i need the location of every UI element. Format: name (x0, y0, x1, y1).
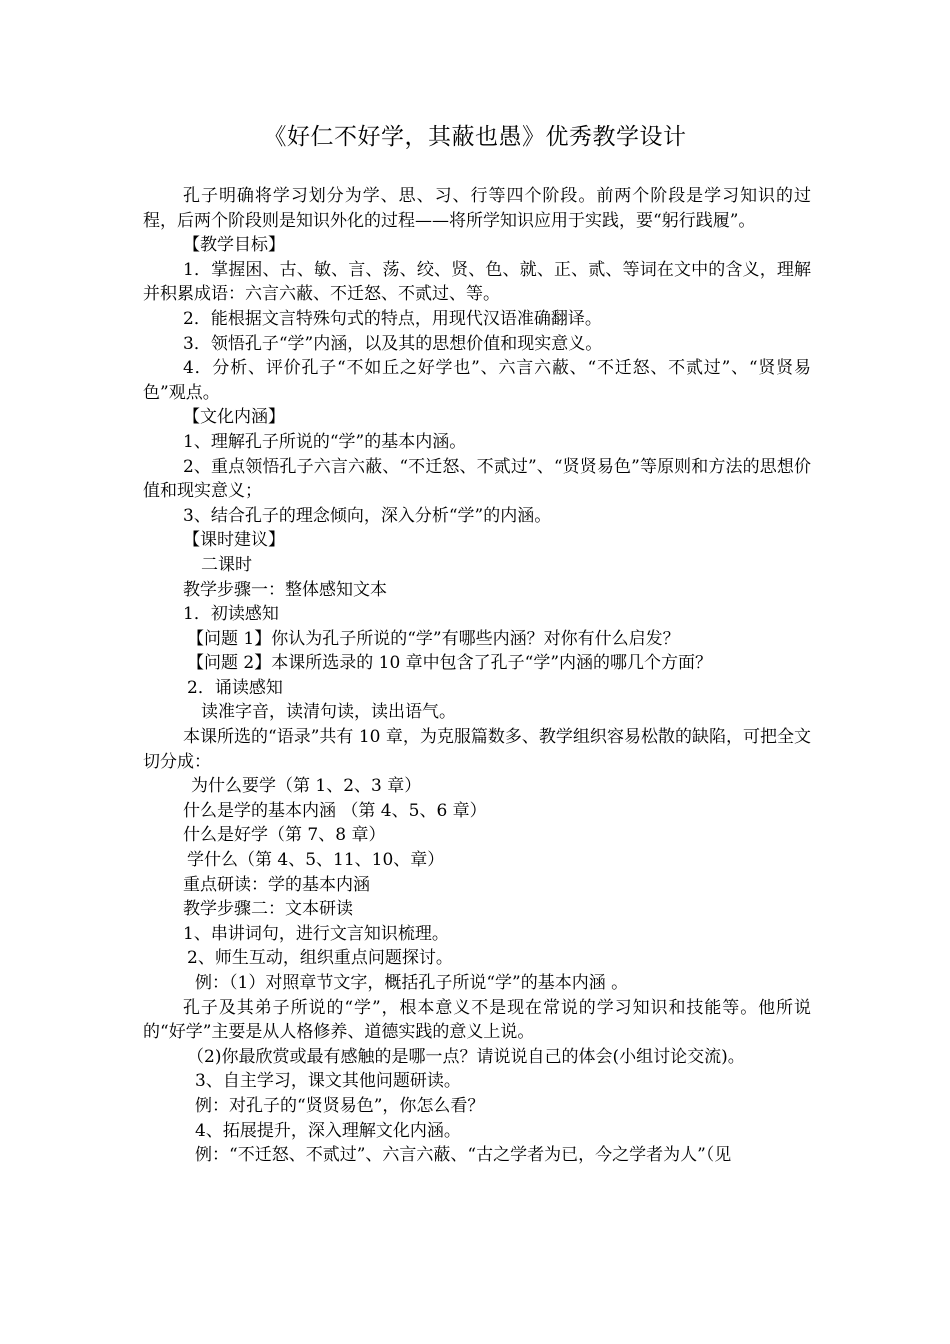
paragraph: 1、理解孔子所说的“学”的基本内涵。 (183, 431, 467, 452)
example: 例：对孔子的“贤贤易色”，你怎么看？ (195, 1095, 485, 1116)
list-item: 什么是好学（第 7、8 章） (183, 825, 386, 846)
paragraph: 1．初读感知 (183, 604, 279, 625)
list-item: 为什么要学（第 1、2、3 章） (191, 776, 422, 797)
paragraph: 2、重点领悟孔子六言六蔽、“不迁怒、不贰过”、“贤贤易色”等原则和方法的思想价值和现实意义； (143, 456, 811, 502)
paragraph: 4、拓展提升，深入理解文化内涵。 (195, 1120, 461, 1141)
paragraph: 2．诵读感知 (187, 677, 283, 698)
paragraph: 1、串讲词句，进行文言知识梳理。 (183, 923, 449, 944)
example: （2)你最欣赏或最有感触的是哪一点？请说说自己的体会(小组讨论交流)。 (187, 1046, 745, 1067)
section-heading: 【教学目标】 (183, 235, 285, 256)
step-heading: 教学步骤二：文本研读 (183, 899, 353, 920)
paragraph: 3、自主学习，课文其他问题研读。 (195, 1071, 461, 1092)
paragraph: 3、结合孔子的理念倾向，深入分析“学”的内涵。 (183, 505, 552, 526)
paragraph: 孔子明确将学习划分为学、思、习、行等四个阶段。前两个阶段是学习知识的过程，后两个阶段则是知识外化的过程——将所学知识应用于实践，要“躬行践履”。 (143, 186, 811, 231)
question: 【问题 2】本课所选录的 10 章中包含了孔子“学”内涵的哪几个方面？ (187, 653, 713, 674)
paragraph: 读准字音，读清句读，读出语气。 (201, 702, 456, 723)
step-heading: 教学步骤一：整体感知文本 (183, 579, 387, 600)
paragraph: 3．领悟孔子“学”内涵，以及其的思想价值和现实意义。 (183, 333, 603, 354)
example: 例：（1）对照章节文字，概括孔子所说“学”的基本内涵 。 (195, 973, 629, 993)
paragraph: 孔子及其弟子所说的“学”，根本意义不是现在常说的学习知识和技能等。他所说的“好学”主要是从人格修养、道德实践的意义上说。 (143, 997, 811, 1043)
question: 【问题 1】你认为孔子所说的“学”有哪些内涵？对你有什么启发？ (187, 628, 680, 649)
example: 例：“不迁怒、不贰过”、六言六蔽、“古之学者为已，今之学者为人”（见 (195, 1145, 732, 1166)
section-heading: 【课时建议】 (183, 530, 285, 551)
paragraph: 4．分析、评价孔子“不如丘之好学也”、六言六蔽、“不迁怒、不贰过”、“贤贤易色”观点。 (143, 358, 811, 403)
paragraph: 重点研读：学的基本内涵 (183, 874, 370, 895)
document-title: 《好仁不好学，其蔽也愚》优秀教学设计 (263, 124, 687, 150)
list-item: 什么是学的基本内涵 （第 4、5、6 章） (183, 800, 487, 821)
paragraph: 本课所选的“语录”共有 10 章，为克服篇数多、教学组织容易松散的缺陷，可把全文切分成： (143, 727, 811, 772)
document-body (143, 184, 811, 1168)
paragraph: 二课时 (201, 554, 252, 575)
paragraph: 1．掌握困、古、敏、言、荡、绞、贤、色、就、正、贰、等词在文中的含义，理解并积累成语：六言六蔽、不迁怒、不贰过、等。 (143, 259, 811, 305)
paragraph: 2、师生互动，组织重点问题探讨。 (187, 948, 453, 969)
section-heading: 【文化内涵】 (183, 407, 285, 428)
list-item: 学什么（第 4、5、11、10、章） (187, 850, 445, 871)
paragraph: 2．能根据文言特殊句式的特点，用现代汉语准确翻译。 (183, 308, 602, 329)
